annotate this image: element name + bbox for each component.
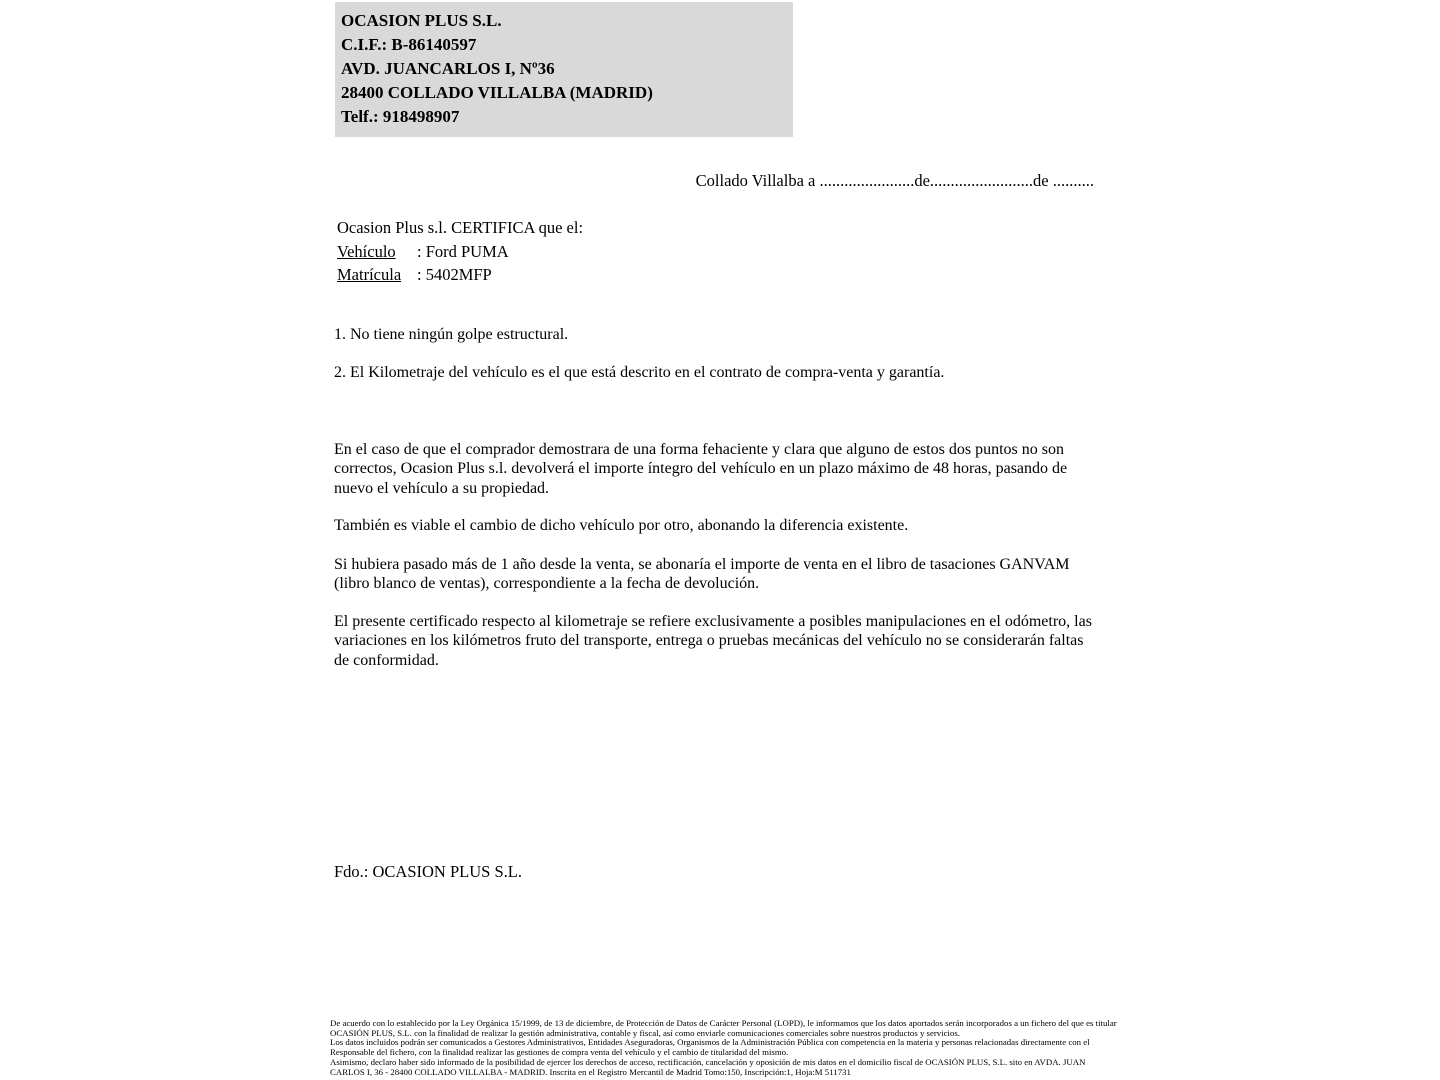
paragraph-ganvam: Si hubiera pasado más de 1 año desde la venta, se abonaría el importe de venta en el libro de tasaciones GANVAM (libro blanco de ventas), correspondiente a la fecha de devolución. [334, 556, 1070, 593]
legal-line: OCASIÓN PLUS, S.L. con la finalidad de realizar la gestión administrativa, contable y fiscal, así como enviarle comunicaciones comerciales sobre nuestros productos y servicios. [330, 1027, 961, 1038]
clause-2: 2. El Kilometraje del vehículo es el que está descrito en el contrato de compra-venta y garantía. [334, 364, 945, 381]
plate-label: Matrícula [337, 265, 402, 284]
company-name: OCASION PLUS S.L. [341, 11, 502, 30]
legal-line: De acuerdo con lo establecido por la Ley Orgánica 15/1999, de 13 de diciembre, de Protección de Datos de Carácter Personal (LOPD), le informamos que los datos aportados serán incorporados a un fichero del que es titular [330, 1018, 1117, 1028]
legal-line: Responsable del fichero, con la finalidad realizar las gestiones de compra venta del vehículo y el cambio de titularidad del mismo. [330, 1047, 789, 1058]
paragraph-exchange: También es viable el cambio de dicho vehículo por otro, abonando la diferencia existente. [334, 517, 909, 534]
company-cif: C.I.F.: B-86140597 [341, 35, 477, 54]
certify-intro: Ocasion Plus s.l. CERTIFICA que el: [337, 218, 584, 237]
legal-line: Los datos incluidos podrán ser comunicados a Gestores Administrativos, Entidades Aseguradoras, Organismos de la Administración Pública con competencia en la materia y personas relacionadas directamente con el [330, 1037, 1090, 1048]
paragraph-odometer: El presente certificado respecto al kilometraje se refiere exclusivamente a posibles manipulaciones en el odómetro, las variaciones en los kilómetros fruto del transporte, entrega o pruebas mecánicas del vehículo no se considerarán faltas de conformidad. [334, 613, 1092, 669]
plate-value: : 5402MFP [417, 265, 492, 284]
company-phone: Telf.: 918498907 [341, 107, 460, 126]
paragraph-refund: En el caso de que el comprador demostrara de una forma fehaciente y clara que alguno de estos dos puntos no son correctos, Ocasion Plus s.l. devolverá el importe íntegro del vehículo en un plazo máximo de 48 horas, pasando de nuevo el vehículo a su propiedad. [334, 441, 1068, 497]
company-address: AVD. JUANCARLOS I, Nº36 [341, 59, 555, 78]
plate-field [337, 263, 583, 287]
company-letterhead-box [335, 2, 793, 137]
date-line: Collado Villalba a .......................de.........................de .......... [695, 171, 1094, 190]
certification-block [337, 216, 583, 287]
signature-line: Fdo.: OCASION PLUS S.L. [334, 862, 522, 881]
vehicle-field [337, 240, 583, 264]
vehicle-value: : Ford PUMA [417, 241, 509, 261]
legal-footer [330, 1019, 1150, 1077]
company-city: 28400 COLLADO VILLALBA (MADRID) [341, 83, 653, 102]
vehicle-label: Vehículo [337, 241, 396, 261]
legal-line: Asimismo, declaro haber sido informado de la posibilidad de ejercer los derechos de acceso, rectificación, cancelación y oposición de mis datos en el domicilio fiscal de OCASIÓN PLUS, S.L. sito en AVDA. JUAN [330, 1056, 1086, 1067]
legal-line: CARLOS I, 36 - 28400 COLLADO VILLALBA - MADRID. Inscrita en el Registro Mercantil de Madrid Tomo:150, Inscripción:1, Hoja:M 511731 [330, 1066, 851, 1077]
clause-1: 1. No tiene ningún golpe estructural. [334, 326, 569, 343]
